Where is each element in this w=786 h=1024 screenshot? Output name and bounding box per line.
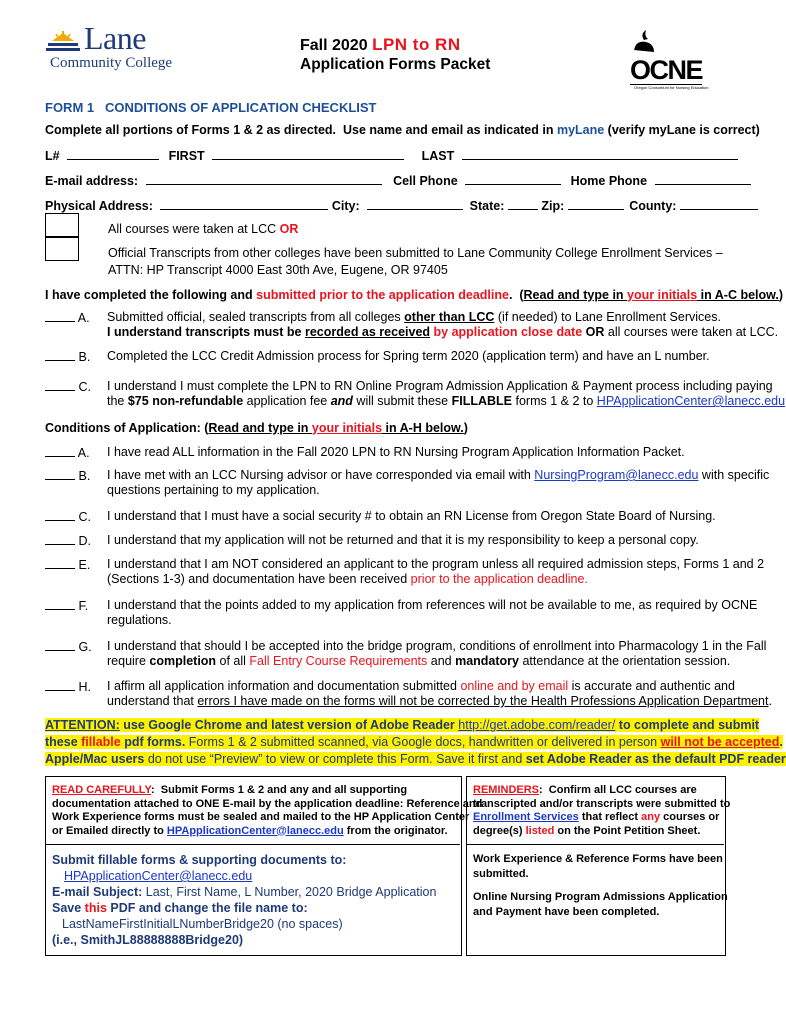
attention-period: .	[779, 735, 783, 749]
save-this: this	[84, 901, 107, 915]
item-text: I have read ALL information in the Fall 2020 LPN to RN Nursing Program Application Information Packet.	[107, 445, 685, 459]
item-text: I understand that the points added to my application from references will not be available to me, as required by OCNE	[107, 598, 758, 612]
home-phone-field[interactable]	[655, 173, 751, 185]
attention-text-5: Forms 1 & 2 submitted scanned, via Google docs, handwritten or delivered in person	[185, 735, 661, 749]
item-label: C.	[78, 510, 91, 524]
option-lcc	[108, 222, 298, 237]
item-text: I understand that my application will not be returned and that it is my responsibility to keep a personal copy.	[107, 533, 699, 547]
adobe-reader-link[interactable]: http://get.adobe.com/reader/	[458, 718, 616, 732]
ocne-name: OCNE	[630, 55, 703, 85]
attention-not-accepted: will not be accepted	[660, 735, 780, 749]
first-name-field[interactable]	[212, 148, 404, 160]
lamp-icon	[630, 30, 658, 58]
item-text-4: all courses were taken at LCC.	[604, 325, 779, 339]
initials-field[interactable]	[45, 598, 75, 610]
read-carefully-text-3: Work Experience forms must be sealed and mailed to the HP Application Center	[52, 811, 470, 823]
reminders-text-6: on the Point Petition Sheet.	[554, 824, 701, 837]
conditions-heading-close: )	[463, 421, 468, 435]
address-row	[45, 198, 758, 214]
item-text-5: forms 1 & 2 to	[512, 394, 597, 408]
email-field[interactable]	[146, 173, 382, 185]
item-text-3: of all	[216, 654, 250, 668]
save-text: Save	[52, 901, 85, 915]
completed-heading-sep: . (	[508, 288, 524, 302]
item-text: I have met with an LCC Nursing advisor or have corresponded via email with	[107, 468, 535, 482]
ocne-full: Oregon Consortium for Nursing Education	[634, 85, 709, 90]
reminders-text-4: courses or	[660, 811, 720, 823]
submit-heading: Submit fillable forms & supporting documents to:	[52, 853, 347, 867]
filename-example: (i.e., SmithJL88888888Bridge20)	[52, 933, 244, 947]
completed-heading-close: )	[778, 288, 784, 302]
item-and: and	[330, 394, 353, 408]
subject-text: Last, First Name, L Number, 2020 Bridge Application	[142, 885, 437, 899]
item-label: E.	[78, 558, 91, 572]
initials-field[interactable]	[45, 533, 75, 545]
completed-heading	[45, 288, 783, 303]
item-label: F.	[78, 599, 89, 613]
item-text-3: understand that	[107, 694, 198, 708]
item-text-3: application fee	[243, 394, 331, 408]
reminders	[473, 784, 730, 838]
item-label: A.	[77, 311, 90, 325]
lane-name: Lane	[84, 20, 146, 56]
lnumber-label: L#	[45, 149, 60, 163]
item-completion: completion	[149, 654, 217, 668]
item-text-2: the	[107, 394, 128, 408]
completed-heading-deadline: submitted prior to the application deadline	[256, 288, 509, 302]
attention-default-pdf: set Adobe Reader as the default PDF reader	[525, 752, 786, 766]
item-fillable: FILLABLE	[451, 394, 513, 408]
contact-row	[45, 173, 751, 189]
item-text-2: require	[107, 654, 150, 668]
state-label: State:	[469, 199, 505, 213]
zip-label: Zip:	[541, 199, 565, 213]
email-label: E-mail address:	[45, 174, 139, 188]
item-or: OR	[582, 325, 605, 339]
item-label: B.	[78, 469, 91, 483]
city-field[interactable]	[367, 198, 463, 210]
conditions-heading-ah: in A-H below.	[382, 421, 464, 435]
read-carefully-text-2: documentation attached to ONE E-mail by the application deadline: Reference and	[52, 797, 483, 810]
item-text: I understand that should I be accepted into the bridge program, conditions of enrollment into Pharmacology 1 in the Fall	[107, 639, 767, 653]
attention-text: use Google Chrome and latest version of Adobe Reader	[119, 718, 459, 732]
item-text-4: will submit these	[352, 394, 452, 408]
cell-label: Cell Phone	[393, 174, 458, 188]
reminder-online-app	[473, 890, 728, 919]
title-program: LPN to RN	[372, 35, 461, 54]
form1-instructions	[45, 123, 760, 138]
initials-field[interactable]	[45, 639, 75, 651]
hp-email-link[interactable]: HPApplicationCenter@lanecc.edu	[596, 394, 786, 408]
completed-heading-read: Read and type in	[523, 288, 628, 302]
item-text: I affirm all application information and documentation submitted	[107, 679, 461, 693]
hp-center-link[interactable]: HPApplicationCenter@lanecc.edu	[166, 824, 344, 837]
item-red: Fall Entry Course Requirements	[249, 654, 428, 668]
attention-fillable: fillable	[81, 735, 121, 749]
item-red: online and by email	[460, 679, 569, 693]
reminders-any: any	[641, 811, 661, 823]
initials-field[interactable]	[45, 349, 75, 361]
conditions-heading-text: Conditions of Application: (	[45, 421, 209, 435]
attention-text-3: these	[45, 735, 82, 749]
form1-title: FORM 1 CONDITIONS OF APPLICATION CHECKLIST	[45, 100, 377, 115]
item-text-2: (if needed) to Lane Enrollment Services.	[494, 310, 721, 324]
last-name-field[interactable]	[462, 148, 738, 160]
option-transcripts-1: Official Transcripts from other colleges have been submitted to Lane Community College Enrollment Services –	[108, 246, 723, 260]
reminder-online-text-2: and Payment have been completed.	[473, 905, 660, 918]
option-lcc-text: All courses were taken at LCC	[108, 222, 280, 236]
item-text-4: and	[427, 654, 456, 668]
title-term: Fall 2020	[300, 37, 368, 54]
attention-text-4: pdf forms.	[120, 735, 186, 749]
item-mandatory: mandatory	[455, 654, 519, 668]
item-text-2: with specific	[698, 468, 770, 482]
checkbox-transcripts[interactable]	[45, 237, 79, 261]
subject-label: E-mail Subject:	[52, 885, 143, 899]
completed-heading-initials: your initials	[627, 288, 698, 302]
item-text-5: attendance at the orientation session.	[519, 654, 731, 668]
page-title	[300, 35, 500, 56]
item-label: H.	[78, 680, 91, 694]
item-red: prior to the application deadline.	[410, 572, 588, 586]
initials-field[interactable]	[45, 468, 75, 480]
item-emph-2: recorded as received	[304, 325, 431, 339]
lnumber-field[interactable]	[67, 148, 159, 160]
instr-text-2: (verify myLane is correct)	[604, 123, 760, 137]
lane-subtitle: Community College	[50, 55, 173, 71]
item-text-2: (Sections 1-3) and documentation have been received	[107, 572, 411, 586]
item-label: B.	[78, 350, 91, 364]
read-carefully-text: : Submit Forms 1 & 2 and any and all supporting	[151, 784, 408, 796]
reminder-work-experience	[473, 852, 723, 881]
attention-label: ATTENTION:	[45, 718, 120, 732]
item-label: G.	[78, 640, 92, 654]
name-row	[45, 148, 725, 164]
item-text: Completed the LCC Credit Admission process for Spring term 2020 (application term) and have an L number.	[107, 349, 710, 363]
item-emph: other than LCC	[404, 310, 495, 324]
lane-sunrise-icon	[44, 30, 84, 56]
reminders-text: : Confirm all LCC courses are	[539, 784, 697, 796]
item-label: D.	[78, 534, 91, 548]
item-text-2: regulations.	[107, 613, 172, 627]
address-label: Physical Address:	[45, 199, 153, 213]
item-label: C.	[78, 380, 91, 394]
item-text-2: is accurate and authentic and	[568, 679, 735, 693]
initials-field[interactable]	[45, 445, 75, 457]
item-red: by application close date	[430, 325, 583, 339]
attention-text-6: do not use “Preview” to view or complete this Form. Save it first and	[144, 752, 526, 766]
zip-field[interactable]	[568, 198, 624, 210]
conditions-heading-read: Read and type in	[208, 421, 312, 435]
item-text: Submitted official, sealed transcripts from all colleges	[107, 310, 405, 324]
city-label: City:	[331, 199, 360, 213]
item-text-3: I understand transcripts must be	[107, 325, 305, 339]
reminder-work-text: Work Experience & Reference Forms have been	[473, 853, 723, 865]
first-label: FIRST	[168, 149, 205, 163]
enrollment-services-link[interactable]: Enrollment Services	[473, 811, 579, 823]
submit-section	[52, 852, 436, 948]
item-text: I understand that I am NOT considered an applicant to the program unless all required admission steps, Forms 1 and 2	[107, 557, 765, 571]
reminder-online-text: Online Nursing Program Admissions Application	[473, 891, 728, 903]
initials-field[interactable]	[45, 509, 75, 521]
checkbox-lcc[interactable]	[45, 213, 79, 237]
instr-mylane: myLane	[556, 123, 605, 137]
item-period: .	[768, 694, 772, 708]
item-underlined: errors I have made on the forms will not be corrected by the Health Professions Application Department	[197, 694, 769, 708]
option-or: OR	[279, 222, 299, 236]
county-field[interactable]	[680, 198, 758, 210]
item-label: A.	[77, 446, 90, 460]
read-carefully	[52, 784, 482, 838]
reminder-work-text-2: submitted.	[473, 867, 529, 880]
option-transcripts-2: ATTN: HP Transcript 4000 East 30th Ave, Eugene, OR 97405	[108, 263, 448, 277]
item-text-3: questions pertaining to my application.	[107, 483, 320, 497]
fee-amount: $75 non-refundable	[127, 394, 244, 408]
page-subtitle: Application Forms Packet	[300, 56, 491, 73]
nursing-email-link[interactable]: NursingProgram@lanecc.edu	[534, 468, 699, 482]
reminders-text-2: transcripted and/or transcripts were submitted to	[473, 797, 731, 810]
address-field[interactable]	[160, 198, 328, 210]
instr-text: Complete all portions of Forms 1 & 2 as directed. Use name and email as indicated in	[45, 123, 557, 137]
read-carefully-text-4: or Emailed directly to	[52, 824, 167, 837]
state-field[interactable]	[508, 198, 538, 210]
conditions-heading-initials: your initials	[311, 421, 383, 435]
lane-logo	[44, 20, 184, 74]
reminders-text-3: that reflect	[578, 811, 642, 823]
initials-field[interactable]	[45, 679, 75, 691]
last-label: LAST	[421, 149, 455, 163]
initials-field[interactable]	[45, 310, 75, 322]
reminders-divider	[466, 844, 724, 845]
attention-banner	[45, 717, 786, 768]
item-text: I understand I must complete the LPN to RN Online Program Admission Application & Payment process including paying	[107, 379, 773, 393]
read-carefully-text-5: from the originator.	[343, 824, 448, 837]
reminders-text-5: degree(s)	[473, 824, 526, 837]
attention-text-2: to complete and submit	[615, 718, 760, 732]
completed-heading-text: I have completed the following and	[45, 288, 257, 302]
home-label: Home Phone	[570, 174, 648, 188]
submit-email-link[interactable]: HPApplicationCenter@lanecc.edu	[64, 869, 253, 883]
read-carefully-label: READ CAREFULLY	[52, 784, 152, 796]
save-text-2: PDF and change the file name to:	[106, 901, 308, 915]
initials-field[interactable]	[45, 379, 75, 391]
attention-apple: Apple/Mac users	[45, 752, 145, 766]
initials-field[interactable]	[45, 557, 75, 569]
reminders-listed: listed	[525, 824, 555, 837]
filename-format: LastNameFirstInitialLNumberBridge20 (no spaces)	[62, 917, 343, 931]
reminders-label: REMINDERS	[473, 784, 540, 796]
cell-phone-field[interactable]	[465, 173, 561, 185]
submit-instructions-divider	[45, 844, 460, 845]
ocne-logo	[626, 30, 710, 92]
county-label: County:	[629, 199, 677, 213]
conditions-heading	[45, 421, 468, 436]
item-text: I understand that I must have a social security # to obtain an RN License from Oregon State Board of Nursing.	[107, 509, 716, 523]
completed-heading-ac: in A-C below.	[697, 288, 779, 302]
